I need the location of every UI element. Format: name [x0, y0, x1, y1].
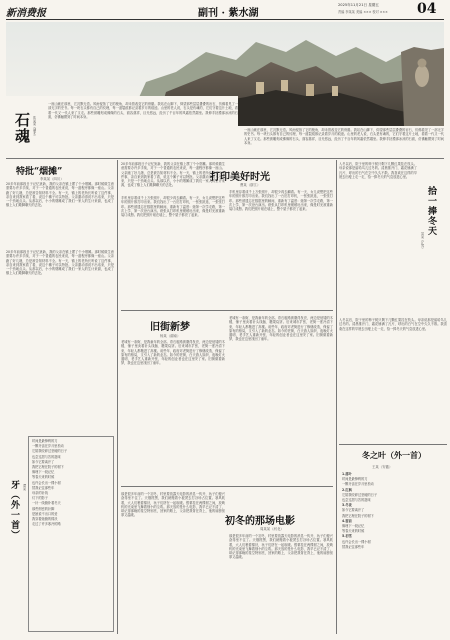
article-body-dayin-a: 手机里存着成千上万张照片，却很少再去翻看。有一天，女儿说想把这些年的照片都打印出来。我们找出了一台旧打印机，一张张挑选，一张张打印。那些被遗忘在数据里的瞬间，重新有了温度：她第一次学走路，第一次上学，第一次登台演出。纸张从打印机里缓缓吐出来，像是时光被重新装订成册。我们把照片贴在墙上，整个屋子都亮了起来。: [121, 196, 225, 218]
masthead-rule: [6, 19, 444, 20]
feature-body-right: 一座山就在那里，它沉默无语。风雨侵蚀了它的棱角，却未曾改变它的骨骼。我站在山脚下，仰望那些层层叠叠的岩石，仿佛看见了一部无字的史书。每一块石头都有自己的纹理，每一道裂痕都记录着岁月的痕迹。山里的老人说，石头是有魂的，它们守着这片土地，看着一代又一代人来了又走。那些被雕刻成佛像的石头，面容慈祥，目光悠远，经历了千百年的风霜依然端坐。我伸手抚摸那冰凉的石面，仿佛触摸到了时间本身。: [244, 128, 444, 145]
poem-author-dongzhiye: 王某（安徽）: [372, 465, 393, 469]
poem-sidebar-box: [28, 436, 114, 632]
poem-line: 它陪我咬碎过坚硬的日子: [342, 492, 378, 497]
poem-line: 那些细密的针脚: [32, 506, 55, 511]
poem-line: 5.初雪: [342, 534, 352, 539]
article-title-jiujie: 旧街新梦: [150, 322, 190, 333]
article-title-tepi: 特批“烟摊”: [16, 167, 63, 177]
article-body-tepi: 20多年前那段日子记忆犹新，我的父亲在镇上摆了个小烟摊。那时候做生意需要办许多手续，对于一个普通的农民来说，每一道程序都像一座山。父亲跑了好几趟，总是被告知材料不全。有一天，镇上的老所长听说了这件事，亲自来到我家看了看，说这个摊子可以特批。父亲激动得说不出话来，只是一个劲地点头。从那以后，小小的烟摊成了我们一家人的生计来源，也成了镇上人们歇脚聊天的去处。: [6, 182, 114, 208]
poem-line: 等春天来的时候: [32, 475, 55, 480]
poem-title-ya: 牙（外一首）: [9, 480, 19, 540]
poem-line: 像埋下一段记忆: [32, 470, 55, 475]
poem-line: 4.窗前: [342, 518, 352, 523]
feature-bottom-rule: [6, 158, 444, 159]
feature-title: 石魂: [13, 112, 31, 144]
poem-line: 像埋下一段记忆: [342, 524, 365, 529]
poem-line: 一颗牙齿在岁月里松动: [342, 482, 374, 487]
poem-line: 是她说不出口的爱: [32, 511, 58, 516]
article-body-chudong-b: 那是很多年前的一个初冬，村里要放露天电影的消息一传开，孩子们便兴奋得坐不住了。天刚擦黑，我们就搬着小板凳去打谷场占位置。寒风吹着，大人们裹着棉袄，孩子们挤在一起取暖。银幕挂在两棵树之间，放映机的光束里飞舞着细小的尘埃。那天放的是什么电影，我早已记不清了，却记得那晚的星空特别亮，回家的路上，父亲把我背在背上，他的肩膀宽厚又温暖。: [229, 534, 333, 560]
article-author-shiyi: 吴某（江苏）: [420, 232, 425, 251]
poem-line: 我把它埋在院子的树下: [32, 465, 64, 470]
section-title: 副刊 · 紫水湖: [198, 8, 259, 19]
poem-line: 3.冬夜: [342, 503, 352, 508]
article-body-chudong-a: 那是很多年前的一个初冬，村里要放露天电影的消息一传开，孩子们便兴奋得坐不住了。天刚擦黑，我们就搬着小板凳去打谷场占位置。寒风吹着，大人们裹着棉袄，孩子们挤在一起取暖。银幕挂在两棵树之间，放映机的光束里飞舞着细小的尘埃。那天放的是什么电影，我早已记不清了，却记得那晚的星空特别亮，回家的路上，父亲把我背在背上，他的肩膀宽厚又温暖。: [121, 492, 225, 518]
article-body-jiujie-b: 老城有一条街，是我童年的全部。青石板路被磨得发亮，两边是低矮的木楼，铺子里卖着针头线脑、糖果烧饼。后来城市扩张，老街一度冷清下来，年轻人都搬进了高楼。前些年，政府对老街进行了修缮改造，保留了原有的格局，又引入了新的业态。如今的老街，白天游人如织，夜晚灯火通明，老手艺人重新开张，年轻的创业者也在这里安了家。旧街做着新梦，我也在这里找回了童年。: [229, 316, 333, 342]
poem-line: 也许会长出一棵小树: [342, 539, 371, 544]
poem-line: 一颗牙齿在岁月里松动: [32, 444, 64, 449]
feature-body: 一座山就在那里，它沉默无语。风雨侵蚀了它的棱角，却未曾改变它的骨骼。我站在山脚下，仰望那些层层叠叠的岩石，仿佛看见了一部无字的史书。每一块石头都有自己的纹理，每一道裂痕都记录着岁月的痕迹。山里的老人说，石头是有魂的，它们守着这片土地，看着一代又一代人来了又走。那些被雕刻成佛像的石头，面容慈祥，目光悠远，经历了千百年的风霜依然端坐。我伸手抚摸那冰凉的石面，仿佛触摸到了时间本身。: [48, 102, 238, 119]
poem-line: 如今它要离开了: [342, 508, 365, 513]
article-body-dayin-b: 手机里存着成千上万张照片，却很少再去翻看。有一天，女儿说想把这些年的照片都打印出来。我们找出了一台旧打印机，一张张挑选，一张张打印。那些被遗忘在数据里的瞬间，重新有了温度：她第一次学走路，第一次上学，第一次登台演出。纸张从打印机里缓缓吐出来，像是时光被重新装订成册。我们把照片贴在墙上，整个屋子都亮了起来。: [229, 190, 333, 212]
article-author-chudong: 周某某（河北）: [260, 527, 284, 531]
poem-author-ya: 谭某: [22, 484, 27, 491]
left-col-divider: [117, 160, 118, 634]
credit-line: 责编 李某某 美编 ××× 校对 ×××: [338, 10, 388, 14]
poem-line: 也尝过甜与苦的滋味: [342, 498, 371, 503]
article-title-dayin: 打印美好时光: [210, 172, 270, 183]
right-rule-1: [339, 444, 447, 445]
poem-line: 母亲的针线: [32, 491, 48, 496]
poem-line: 时间是最锋利的刀: [32, 439, 58, 443]
article-title-chudong: 初冬的那场电影: [225, 516, 295, 527]
poem-line: 时间是最锋利的刀: [342, 477, 368, 482]
poem-line: 灯下的影子: [32, 496, 48, 501]
poem-line: 它陪我咬碎过坚硬的日子: [32, 449, 68, 454]
article-author-dayin: 曹某（浙江）: [240, 183, 261, 187]
article-body-tepi-cont: 20多年前那段日子记忆犹新，我的父亲在镇上摆了个小烟摊。那时候做生意需要办许多手续，对于一个普通的农民来说，每一道程序都像一座山。父亲跑了好几趟，总是被告知材料不全。有一天，镇上的老所长听说了这件事，亲自来到我家看了看，说这个摊子可以特批。父亲激动得说不出话来，只是一个劲地点头。从那以后，小小的烟摊成了我们一家人的生计来源，也成了镇上人们歇脚聊天的去处。: [6, 250, 114, 276]
article-body-shiyi-a: 入冬以后，院子里的柿子树只剩下几颗红果挂在枝头。母亲说那是留给鸟儿过冬的。清晨推开门，霜花铺满了瓦片，呼出的白气在空中久久不散。我喜欢在这样的早晨去田埂上走一走，拾一捧冬天的气息放进心里。: [339, 162, 417, 179]
article-author-tepi: 李某某（四川）: [40, 177, 64, 181]
poem-line: 我穿着她缝的棉袄: [32, 517, 58, 522]
article-body-middle-left: 20多年前那段日子记忆犹新，我的父亲在镇上摆了个小烟摊。那时候做生意需要办许多手续，对于一个普通的农民来说，每一道程序都像一座山。父亲跑了好几趟，总是被告知材料不全。有一天，镇上的老所长听说了这件事，亲自来到我家看了看，说这个摊子可以特批。父亲激动得说不出话来，只是一个劲地点头。从那以后，小小的烟摊成了我们一家人的生计来源，也成了镇上人们歇脚聊天的去处。: [121, 162, 225, 188]
poem-line: 如今它要离开了: [32, 459, 55, 464]
poem-line: 也许会长出一棵小树: [32, 480, 61, 485]
center-rule-2: [121, 486, 333, 487]
poem-line: 替我记住那些年: [342, 544, 365, 549]
poem-title-dongzhiye: 冬之叶（外一首）: [362, 450, 426, 460]
feature-author: 张某某（湖北）: [32, 116, 37, 138]
poem-line: 我把它埋在院子的树下: [342, 513, 374, 518]
poem-line: 一针一线缝补着冬天: [32, 501, 61, 506]
poem-list-dongzhiye: [342, 472, 446, 632]
newspaper-logo: 新消费报: [6, 8, 46, 19]
date-line: 2025年11月21日 星期五: [338, 3, 379, 7]
poem-line: 也尝过甜与苦的滋味: [32, 454, 61, 459]
poem-line: 2.红枫: [342, 487, 352, 492]
poem-line: 替我记住那些年: [32, 485, 55, 490]
center-rule-1: [121, 310, 333, 311]
right-col-divider: [336, 160, 337, 634]
article-body-jiujie-a: 老城有一条街，是我童年的全部。青石板路被磨得发亮，两边是低矮的木楼，铺子里卖着针头线脑、糖果烧饼。后来城市扩张，老街一度冷清下来，年轻人都搬进了高楼。前些年，政府对老街进行了修缮改造，保留了原有的格局，又引入了新的业态。如今的老街，白天游人如织，夜晚灯火通明，老手艺人重新开张，年轻的创业者也在这里安了家。旧街做着新梦，我也在这里找回了童年。: [121, 340, 225, 366]
article-body-shiyi-b: 入冬以后，院子里的柿子树只剩下几颗红果挂在枝头。母亲说那是留给鸟儿过冬的。清晨推开门，霜花铺满了瓦片，呼出的白气在空中久久不散。我喜欢在这样的早晨去田埂上走一走，拾一捧冬天的气息放进心里。: [339, 318, 447, 331]
poem-line: 1.落叶: [342, 472, 352, 476]
article-author-jiujie: 杨某（湖南）: [160, 334, 181, 338]
poem-line: 走过了许多寒冷的路: [32, 522, 61, 527]
article-title-shiyi: 拾一捧冬天: [426, 186, 436, 236]
page-number: 04: [417, 1, 437, 17]
poem-line: 等春天来的时候: [342, 529, 365, 534]
